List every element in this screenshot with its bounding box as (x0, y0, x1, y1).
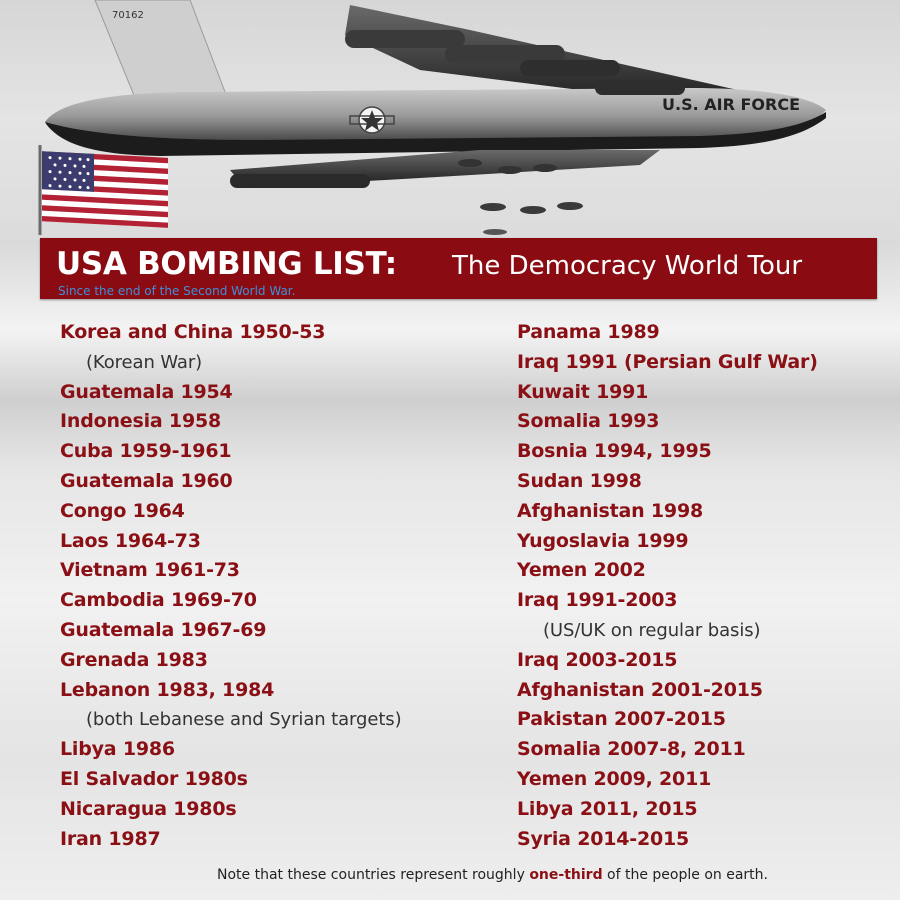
list-item: Libya 2011, 2015 (517, 797, 698, 820)
list-item: Grenada 1983 (60, 648, 208, 671)
list-item: Iraq 2003-2015 (517, 648, 678, 671)
footer-text-before: Note that these countries represent roughly (217, 867, 530, 883)
page-title: USA BOMBING LIST: (56, 246, 397, 282)
list-item: Lebanon 1983, 1984 (60, 678, 275, 701)
list-item: Guatemala 1967-69 (60, 618, 267, 641)
list-item: Pakistan 2007-2015 (517, 708, 726, 731)
list-item: Sudan 1998 (517, 469, 642, 492)
list-item: Nicaragua 1980s (60, 797, 237, 820)
tail-number: 70162 (112, 10, 144, 21)
list-item: Afghanistan 1998 (517, 499, 703, 522)
list-item: Yugoslavia 1999 (517, 529, 689, 552)
list-item: Guatemala 1954 (60, 380, 233, 403)
bombing-list-left (60, 318, 480, 854)
list-item: Iraq 1991-2003 (517, 589, 678, 612)
page-title-tagline: The Democracy World Tour (452, 251, 803, 281)
list-item: Bosnia 1994, 1995 (517, 440, 712, 463)
list-item: Cuba 1959-1961 (60, 440, 232, 463)
footer-note (217, 867, 768, 883)
list-item: Guatemala 1960 (60, 469, 233, 492)
list-item: El Salvador 1980s (60, 767, 248, 790)
fuselage-lettering: U.S. AIR FORCE (662, 95, 800, 114)
list-item: Yemen 2009, 2011 (517, 767, 712, 790)
list-item-note: (US/UK on regular basis) (543, 619, 761, 641)
list-item: Somalia 1993 (517, 410, 660, 433)
list-item-note: (both Lebanese and Syrian targets) (86, 709, 402, 731)
list-item: Syria 2014-2015 (517, 827, 690, 850)
list-item: Indonesia 1958 (60, 410, 222, 433)
list-item: Kuwait 1991 (517, 380, 649, 403)
list-item: Iran 1987 (60, 827, 161, 850)
list-item: Iraq 1991 (Persian Gulf War) (517, 350, 818, 373)
page-subtitle: Since the end of the Second World War. (58, 284, 296, 298)
footer-text-after: of the people on earth. (602, 867, 768, 883)
title-banner (40, 238, 877, 299)
list-item: Afghanistan 2001-2015 (517, 678, 763, 701)
list-item: Laos 1964-73 (60, 529, 201, 552)
list-item: Cambodia 1969-70 (60, 589, 257, 612)
list-item: Yemen 2002 (517, 559, 646, 582)
list-item: Korea and China 1950-53 (60, 321, 326, 343)
list-item: Panama 1989 (517, 321, 660, 343)
list-item: Somalia 2007-8, 2011 (517, 738, 746, 761)
us-flag (38, 145, 172, 235)
bombing-list-right (517, 318, 887, 854)
list-item: Libya 1986 (60, 738, 175, 761)
list-item-note: (Korean War) (86, 351, 203, 373)
footer-emphasis: one-third (529, 867, 603, 883)
list-item: Congo 1964 (60, 499, 185, 522)
list-item: Vietnam 1961-73 (60, 559, 240, 582)
